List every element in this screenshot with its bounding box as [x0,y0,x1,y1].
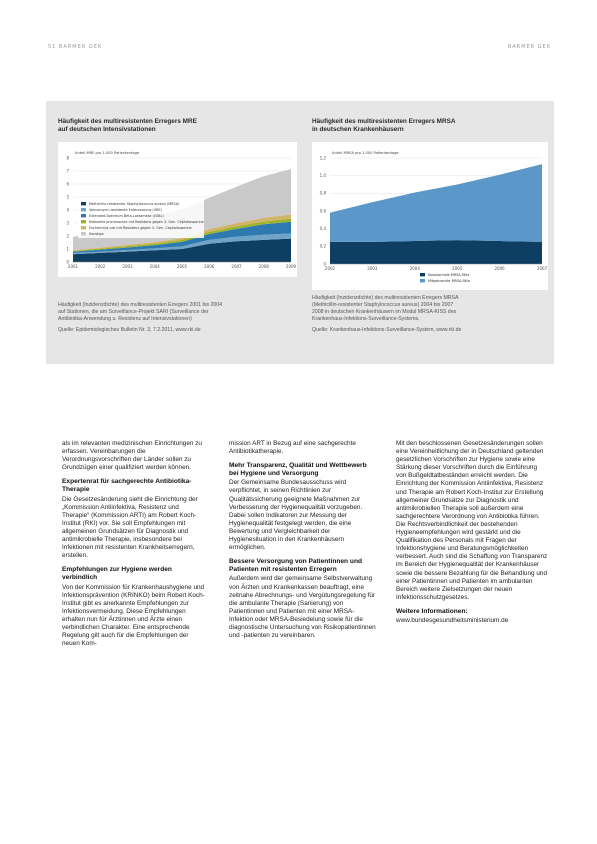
chart1-box [58,142,297,277]
chart2-caption-line: (Methicillin-resistenter Staphylococcus aureus) 2004 bis 2007 [312,302,454,308]
chart1-caption-line: Antibiotika-Anwendung u. Resistenz auf Intensivstationen) [58,316,192,322]
legend-swatch [420,273,425,276]
legend-swatch [81,214,86,217]
legend-swatch [81,226,86,229]
chart1-title-line: auf deutschen Intensivstationen [58,126,156,133]
chart2-caption-line: Krankenhaus-Infektions-Surveillance-Systems. [312,316,420,322]
body-paragraph: Mit den beschlossenen Gesetzesänderungen sollen eine Vereinheitlichung der in Deutschland geltenden gesetzlichen Vorschriften zur Hygiene sowie eine Stärkung dieser Vorschriften durch die Einführung von Bußgeldtatbeständen erreicht werden. Die Einrichtung der Kommission Antiinfektiva, Resistenz und Therapie am Robert Koch-Institut zur Erstellung allgemeiner Grundsätze zur Diagnostik und antimikrobiellen Therapie soll außerdem eine sachgerechtere Verordnung von Antibiotika führen. Die Rechtsverbindlichkeit der bestehenden Hygieneempfehlungen wird gestärkt und die Qualifikation des Personals mit Fragen der Infektionshygiene und Beratungsmöglichkeiten verbessert. Auch sind die Schaffung von Transparenz im Bereich der Hygienequalität der Krankenhäuser sowie die bessere Bezahlung für die Behandlung und einer Patientinnen und Patienten im ambulanten Bereich weitere Zielsetzungen der neuen Infektionsschutzgesetzes. [396,440,548,601]
y-tick-label: 0 [323,261,326,267]
chart2-svg [312,142,548,290]
x-tick-label: 2001 [67,264,79,269]
legend-swatch [81,208,86,211]
chart2-title-line: in deutschen Krankenhäusern [312,126,404,133]
section-heading: Mehr Transparenz, Qualität und Wettbewerb bei Hygiene und Versorgung [229,462,367,478]
section-heading: Bessere Versorgung von Patientinnen und Patienten mit resistenten Erregern [229,558,363,574]
chart1-caption [58,302,298,334]
chart2-box [312,142,548,290]
y-tick-label: 0,4 [319,226,326,232]
legend-label: Mitgebrachte MRSA-Fälle [428,279,471,283]
y-tick-label: 0,8 [319,190,326,196]
body-paragraph: Außerdem wird der gemeinsame Selbstverwaltung von Ärzten und Krankenkassen beauftragt, eine zeitnahe Abrechnungs- und Vergütungsregelung für die ambulante Therapie (Sanierung) von Patientinnen und Patienten mit einer MRSA-Infektion oder MRSA-Besiedelung sowie für die diagnostische Untersuchung von Risikopatientinnen und -patienten zu vereinbaren. [229,575,376,640]
chart1-title [58,118,197,134]
chart2-caption-line: 2008 in deutschen Krankenhäusern im Modul MRSA-KISS des [312,309,457,315]
legend-swatch [420,279,425,282]
y-tick-label: 1,2 [319,155,326,161]
section-heading: Empfehlungen zur Hygiene werden verbindlich [62,566,172,582]
y-axis-label: Anteil MRSA pro 1.000 Patiententage [332,151,399,155]
y-tick-label: 1,0 [319,173,326,179]
legend-swatch [81,220,86,223]
chart2-caption [312,295,550,334]
chart1-caption-line: auf Stationen, die am Surveillance-Projekt SARI (Surveillance der [58,309,209,315]
y-tick-label: 4 [66,207,69,213]
body-paragraph: mission ART in Bezug auf eine sachgerechte Antibiotikatherapie. [229,440,356,456]
x-tick-label: 2005 [452,266,463,271]
chart1-svg [58,142,297,277]
x-tick-label: 2006 [494,266,505,271]
chart1-caption-line: Häufigkeit (Inzidenzdichte) des multiresistenten Erregers 2001 bis 2004 [58,302,223,308]
legend-label: Sonstige [89,232,104,236]
body-paragraph: Von der Kommission für Krankenhaushygiene und Infektionsprävention (KRINKO) beim Robert Koch-Institut gibt es anerkannte Empfehlungen zur Infektionsvermeidung. Diese Empfehlungen erhalten nun für Ärztinnen und Ärzte einen verbindlichen Charakter. Eine entsprechende Regelung gilt auch für die Empfehlungen der neuen Kom- [62,583,205,648]
body-paragraph: www.bundesgesundheitsministerium.de [396,616,509,624]
x-tick-label: 2002 [324,266,336,271]
chart2-title-line: Häufigkeit des multiresistenten Erregers MRSA [312,118,456,125]
area-series [330,240,542,264]
text-column-1 [62,440,206,654]
legend-label: Methicillin-resistenter Staphylococcus aureus (MRSA) [89,202,180,206]
y-tick-label: 0,2 [319,243,326,249]
header-right: BARMER GEK [507,44,551,50]
body-paragraph: Die Gesetzesänderung sieht die Einrichtung der „Kommission Antiinfektiva, Resistenz und Therapie“ (Kommission ARTI) am Robert Koch-Institut (RKI) vor. Sie soll Empfehlungen mit allgemeinen Grundsätzen für Diagnostik und antimikrobielle Therapie, insbesondere bei Infektionen mit resistenten Krankheitserregern, erstellen. [62,495,198,560]
legend-swatch [81,202,86,205]
x-tick-label: 2005 [176,264,188,269]
y-tick-label: 8 [66,155,69,161]
header-left: 51 BARMER GEK [48,44,103,50]
legend-label: Extended-Spectrum Beta-Laktamase (ESBL) [89,214,164,218]
y-tick-label: 6 [66,181,69,187]
chart2-source: Quelle: Krankenhaus-Infektions-Surveillance-System, www.rki.de [312,327,462,333]
legend-label: Escherichia coli mit Resistenz gegen 3. Gen. Cephalosporine [89,226,192,230]
x-tick-label: 2008 [258,264,269,269]
x-tick-label: 2004 [149,264,160,269]
legend-label: Vancomycin-resistente Enterococcus (VRE) [89,208,162,212]
y-tick-label: 3 [66,220,69,226]
text-column-2 [229,440,377,646]
legend-swatch [81,232,86,235]
x-tick-label: 2002 [95,264,106,269]
x-tick-label: 2003 [122,264,133,269]
y-tick-label: 0 [66,259,69,265]
y-tick-label: 1 [66,246,69,252]
x-tick-label: 2004 [409,266,420,271]
legend-label: Nosokomiale MRSA-Fälle [428,273,470,277]
y-tick-label: 5 [66,194,69,200]
chart1-source: Quelle: Epidemiologisches Bulletin Nr. 3, 7.2.2011, www.rki.de [58,327,201,333]
body-paragraph: als im relevanten medizinischen Einrichtungen zu erfassen. Vereinbarungen die Verordnungsvorschriften der Länder sollen zu Grundzügen einer qualifiziert werden können. [62,440,202,472]
section-heading: Expertenrat für sachgerechte Antibiotika-Therapie [62,478,192,494]
y-tick-label: 0,6 [319,208,326,214]
y-tick-label: 7 [66,168,69,174]
x-tick-label: 2003 [367,266,378,271]
body-paragraph: Der Gemeinsame Bundesausschuss wird verpflichtet, in seinen Richtlinien zur Qualitätssicherung geeignete Maßnahmen zur Verbesserung der Hygienequalität vorzugeben. Dabei sollen Indikatoren zur Messung der Hygienequalität festgelegt werden, die eine Bewertung und Vergleichbarkeit der Hygienesituation in den Krankenhäusern ermöglichen. [229,479,363,552]
legend-label: Klebsiella pneumoniae mit Resistenz gegen 3. Gen. Cephalosporine [89,220,204,224]
y-tick-label: 2 [66,233,69,239]
x-tick-label: 2007 [536,266,548,271]
chart1-title-line: Häufigkeit des multiresistenten Erregers MRE [58,118,197,125]
chart2-title [312,118,455,134]
chart2-caption-line: Häufigkeit (Inzidenzdichte) des multiresistenten Erregers MRSA [312,295,459,301]
x-tick-label: 2009 [285,264,297,269]
y-axis-label: Anteil MRE pro 1.000 Patiententage [75,151,140,155]
x-tick-label: 2007 [231,264,242,269]
x-tick-label: 2006 [204,264,215,269]
text-column-3 [396,440,548,631]
section-heading: Weitere Informationen: [396,607,468,615]
